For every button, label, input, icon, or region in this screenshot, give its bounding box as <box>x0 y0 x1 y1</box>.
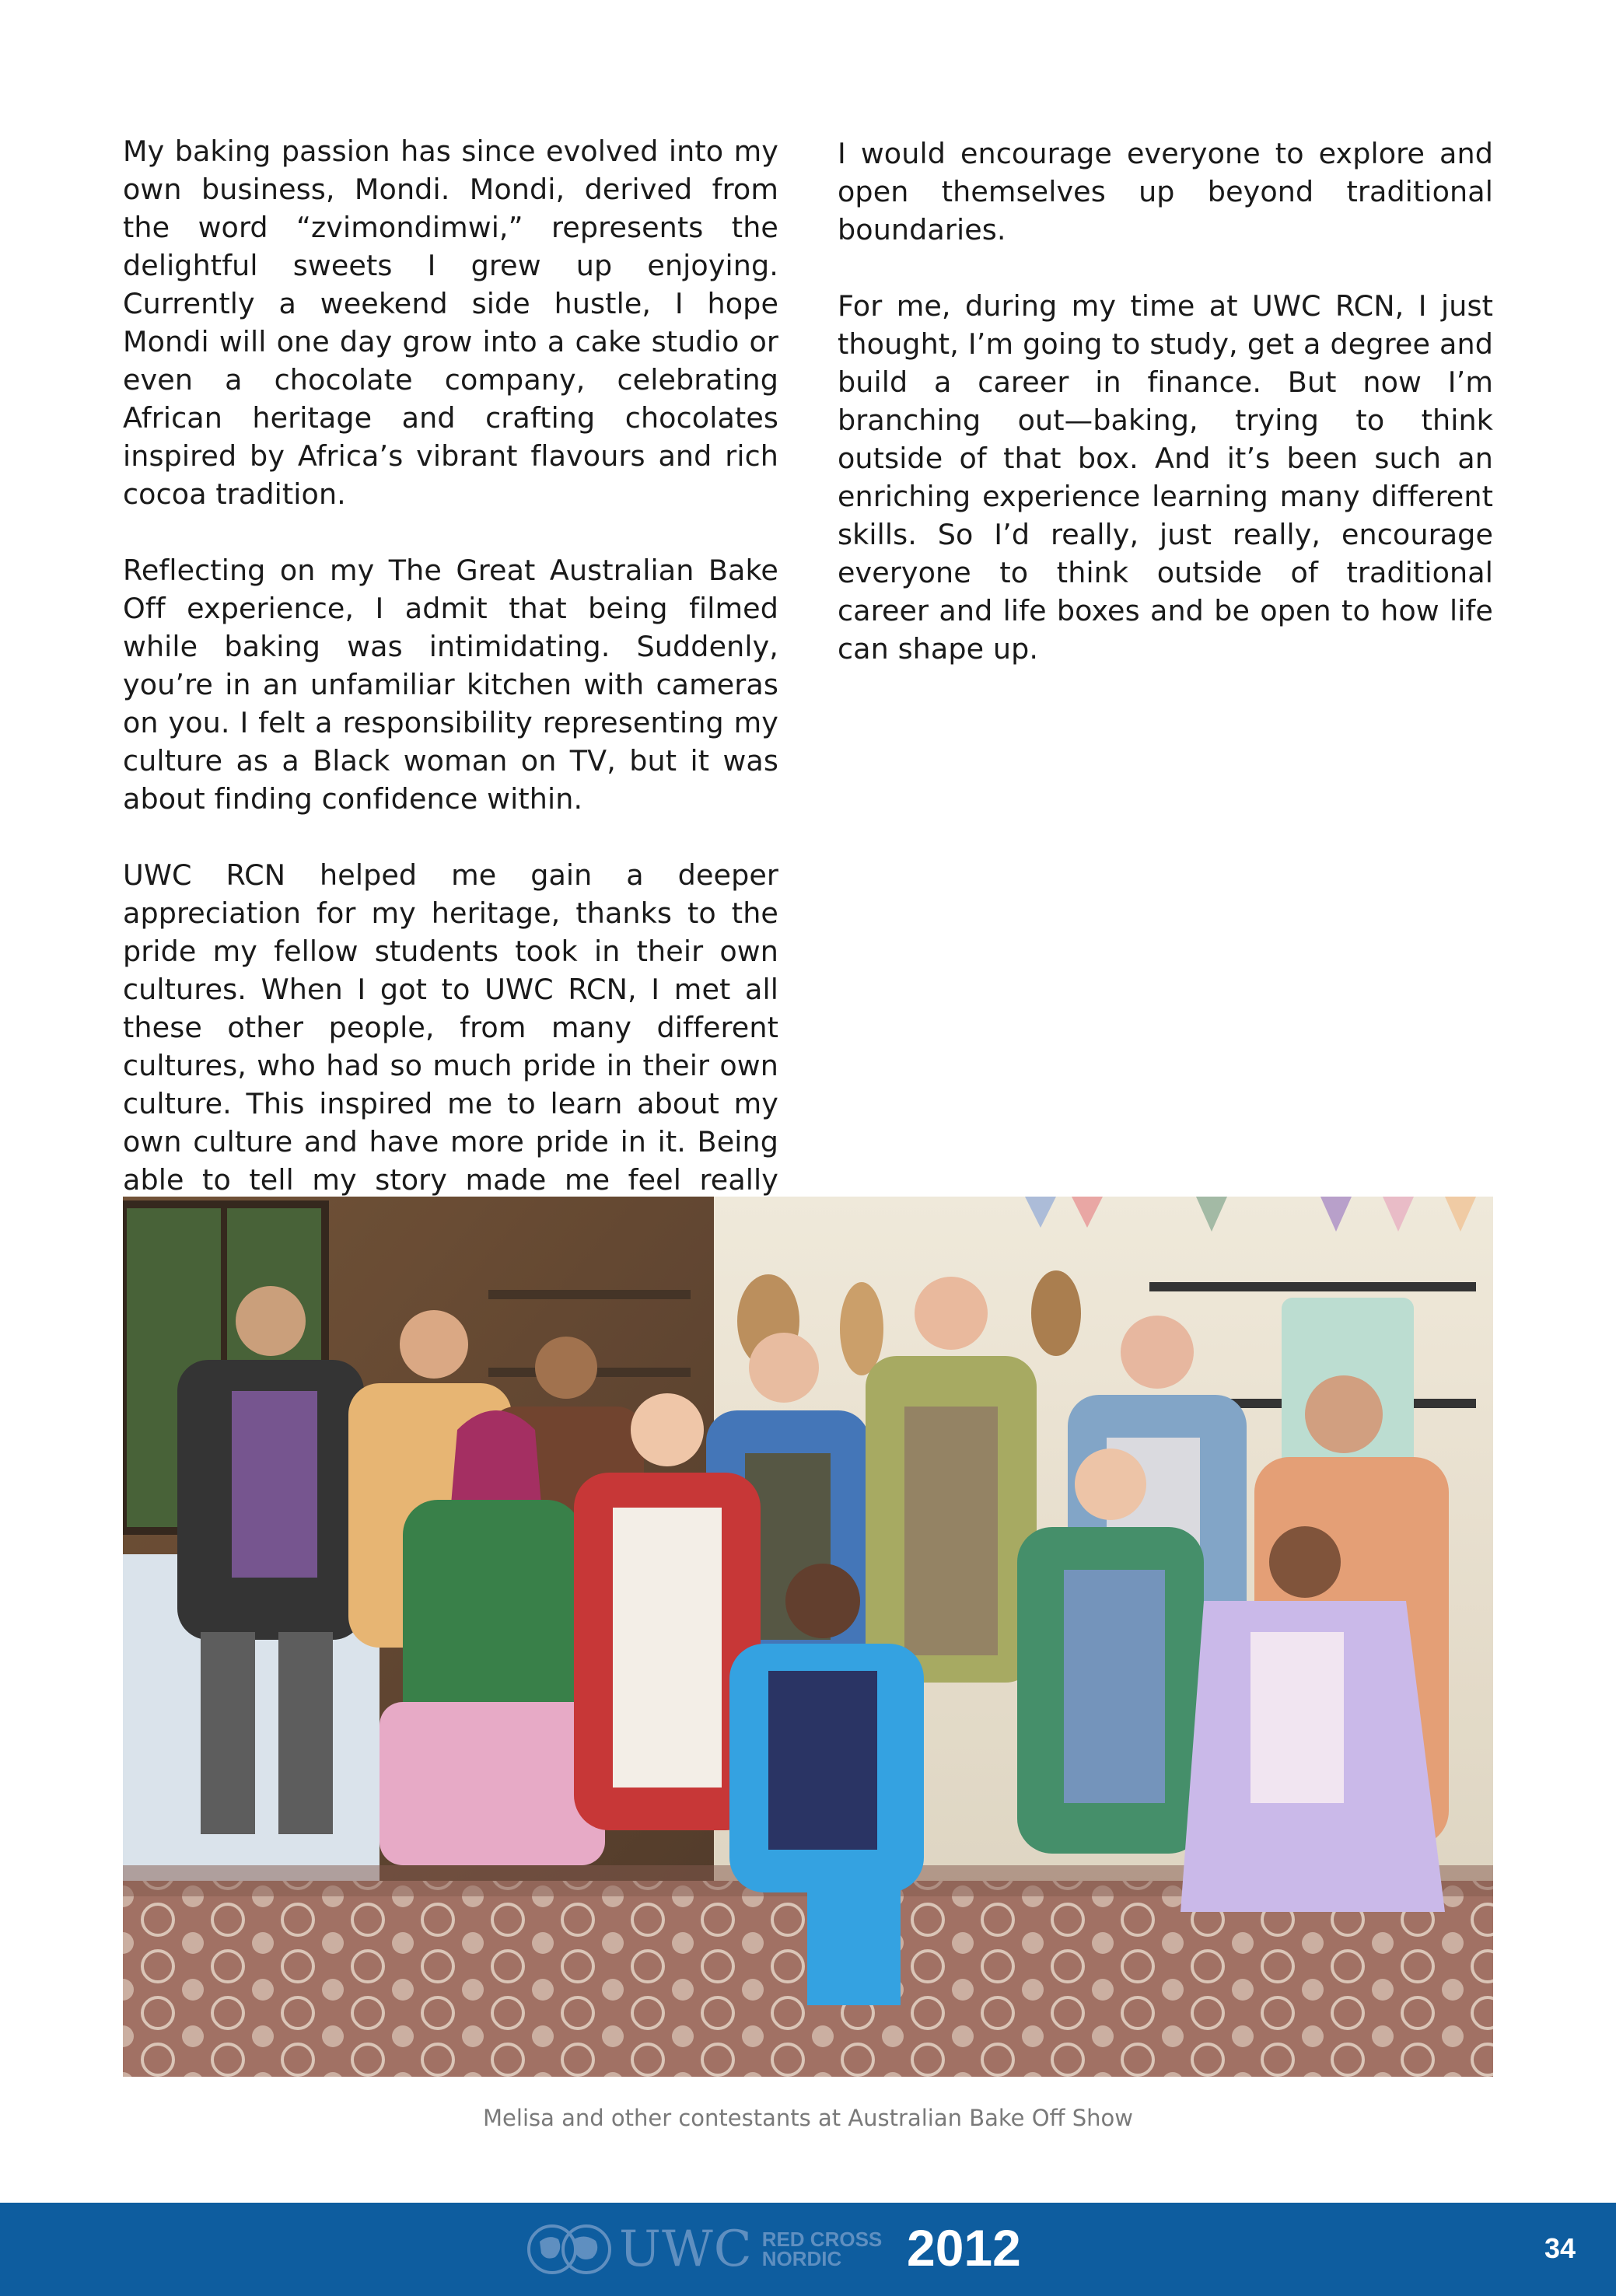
footer-bar <box>0 2203 1616 2296</box>
uwc-rcn-logo <box>526 2220 882 2279</box>
logo-wordmark: UWC <box>619 2221 753 2278</box>
paragraph: My baking passion has since evolved into my own business, Mondi. Mondi, derived from the word “zvimondimwi,” represents the delightful sweets I grew up enjoying. Currently a weekend side hustle, I hope Mondi will one day grow into a cake studio or even a chocolate company, celebrating African heritage and crafting chocolates inspired by Africa’s vibrant flavours and rich cocoa tradition. <box>123 135 778 511</box>
paragraph: UWC RCN helped me gain a deeper appreciation for my heritage, thanks to the pride my fellow students took in their own cultures. When I got to UWC RCN, I met all these other people, from many different cultures, who had so much pride in their own culture. This inspired me to learn about my own culture and have more pride in it. Being able to tell my story made me feel really <box>123 858 778 1197</box>
right-text-column <box>838 135 1493 668</box>
globe-icon <box>526 2222 613 2277</box>
year-label: 2012 <box>907 2219 1021 2277</box>
photo-caption: Melisa and other contestants at Australian Bake Off Show <box>483 2105 1133 2131</box>
page-number: 34 <box>1544 2232 1576 2264</box>
logo-line-1: RED CROSS <box>761 2228 883 2251</box>
paragraph: Reflecting on my The Great Australian Bake Off experience, I admit that being filmed while baking was intimidating. Suddenly, you’re in an unfamiliar kitchen with cameras on you. I felt a responsibility representing my culture as a Black woman on TV, but it was about finding confidence within. <box>123 554 778 816</box>
paragraph: I would encourage everyone to explore and open themselves up beyond traditional boundaries. <box>838 137 1493 246</box>
group-photo <box>123 1197 1493 2077</box>
left-text-column <box>123 132 778 1237</box>
logo-subtitle <box>762 2230 883 2269</box>
paragraph: For me, during my time at UWC RCN, I just thought, I’m going to study, get a degree and build a career in finance. But now I’m branching out—baking, trying to think outside of that box. And it’s been such an enriching experience learning many different skills. So I’d really, just really, encourage everyone to think outside of traditional career and life boxes and be open to how life can shape up. <box>838 289 1493 666</box>
logo-line-2: NORDIC <box>761 2247 842 2270</box>
